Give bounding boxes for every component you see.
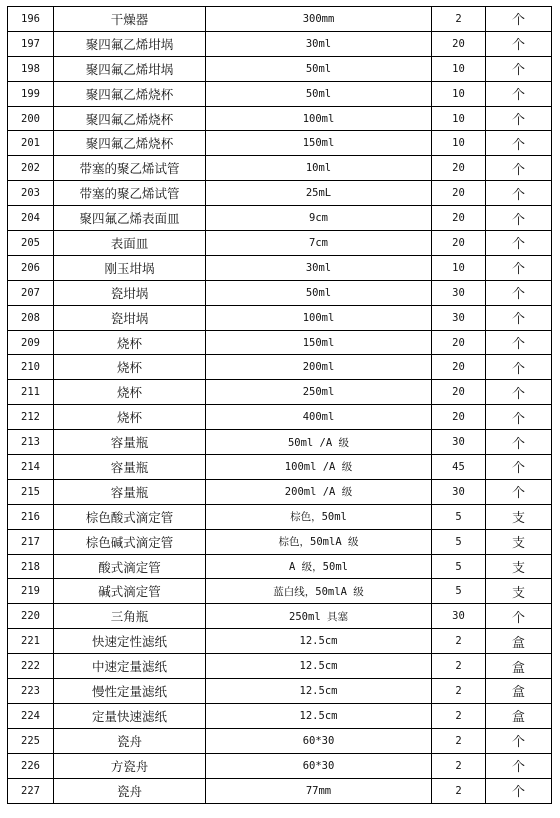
item-name: 三角瓶 (54, 604, 206, 629)
item-name: 慢性定量滤纸 (54, 679, 206, 704)
item-quantity: 30 (432, 280, 486, 305)
item-name: 容量瓶 (54, 479, 206, 504)
item-unit: 盒 (486, 703, 552, 728)
row-number: 209 (8, 330, 54, 355)
item-quantity: 10 (432, 56, 486, 81)
row-number: 204 (8, 206, 54, 231)
table-row (8, 181, 552, 206)
item-unit: 支 (486, 529, 552, 554)
item-quantity: 2 (432, 654, 486, 679)
row-number: 212 (8, 405, 54, 430)
row-number: 216 (8, 504, 54, 529)
item-unit: 盒 (486, 679, 552, 704)
row-number: 214 (8, 455, 54, 480)
table-row (8, 455, 552, 480)
item-name: 酸式滴定管 (54, 554, 206, 579)
item-spec: 60*30 (206, 753, 432, 778)
item-unit: 个 (486, 455, 552, 480)
item-spec: 12.5cm (206, 654, 432, 679)
table-row (8, 554, 552, 579)
item-spec: 77mm (206, 778, 432, 803)
item-unit: 个 (486, 7, 552, 32)
item-quantity: 20 (432, 330, 486, 355)
item-unit: 个 (486, 231, 552, 256)
item-unit: 盒 (486, 654, 552, 679)
item-spec: 10ml (206, 156, 432, 181)
table-row (8, 156, 552, 181)
item-quantity: 30 (432, 305, 486, 330)
table-row (8, 280, 552, 305)
item-spec: 300mm (206, 7, 432, 32)
item-spec: 25mL (206, 181, 432, 206)
table-row (8, 231, 552, 256)
row-number: 206 (8, 255, 54, 280)
item-name: 快速定性滤纸 (54, 629, 206, 654)
item-name: 带塞的聚乙烯试管 (54, 181, 206, 206)
item-name: 瓷舟 (54, 728, 206, 753)
item-spec: 400ml (206, 405, 432, 430)
item-quantity: 20 (432, 156, 486, 181)
item-unit: 支 (486, 504, 552, 529)
item-quantity: 2 (432, 703, 486, 728)
item-spec: 50ml (206, 81, 432, 106)
item-quantity: 20 (432, 355, 486, 380)
row-number: 211 (8, 380, 54, 405)
row-number: 224 (8, 703, 54, 728)
table-row (8, 654, 552, 679)
item-unit: 个 (486, 330, 552, 355)
item-unit: 个 (486, 81, 552, 106)
item-name: 聚四氟乙烯烧杯 (54, 106, 206, 131)
item-name: 聚四氟乙烯烧杯 (54, 131, 206, 156)
item-unit: 个 (486, 56, 552, 81)
row-number: 199 (8, 81, 54, 106)
item-quantity: 30 (432, 604, 486, 629)
item-spec: 棕色，50ml (206, 504, 432, 529)
item-quantity: 10 (432, 131, 486, 156)
item-spec: 12.5cm (206, 703, 432, 728)
item-name: 表面皿 (54, 231, 206, 256)
table-row (8, 355, 552, 380)
item-spec: 12.5cm (206, 629, 432, 654)
equipment-table (7, 6, 552, 804)
row-number: 220 (8, 604, 54, 629)
item-name: 聚四氟乙烯烧杯 (54, 81, 206, 106)
row-number: 221 (8, 629, 54, 654)
item-name: 烧杯 (54, 330, 206, 355)
table-row (8, 380, 552, 405)
item-unit: 个 (486, 206, 552, 231)
item-quantity: 20 (432, 380, 486, 405)
item-quantity: 20 (432, 206, 486, 231)
table-row (8, 330, 552, 355)
table-row (8, 529, 552, 554)
item-unit: 支 (486, 554, 552, 579)
item-spec: 200ml (206, 355, 432, 380)
table-row (8, 7, 552, 32)
row-number: 222 (8, 654, 54, 679)
item-quantity: 2 (432, 728, 486, 753)
item-name: 瓷坩埚 (54, 280, 206, 305)
table-row (8, 106, 552, 131)
item-name: 聚四氟乙烯表面皿 (54, 206, 206, 231)
item-name: 碱式滴定管 (54, 579, 206, 604)
item-quantity: 2 (432, 7, 486, 32)
item-name: 棕色碱式滴定管 (54, 529, 206, 554)
item-spec: 7cm (206, 231, 432, 256)
item-unit: 个 (486, 280, 552, 305)
table-row (8, 679, 552, 704)
item-unit: 个 (486, 380, 552, 405)
item-spec: 30ml (206, 255, 432, 280)
item-name: 干燥器 (54, 7, 206, 32)
row-number: 197 (8, 31, 54, 56)
item-quantity: 20 (432, 231, 486, 256)
item-quantity: 20 (432, 181, 486, 206)
item-spec: 100ml (206, 305, 432, 330)
table-row (8, 131, 552, 156)
item-unit: 个 (486, 255, 552, 280)
item-name: 瓷舟 (54, 778, 206, 803)
item-unit: 个 (486, 31, 552, 56)
item-quantity: 30 (432, 479, 486, 504)
row-number: 210 (8, 355, 54, 380)
item-name: 方瓷舟 (54, 753, 206, 778)
row-number: 213 (8, 430, 54, 455)
item-quantity: 2 (432, 778, 486, 803)
item-unit: 个 (486, 728, 552, 753)
item-spec: 50ml (206, 56, 432, 81)
item-spec: A 级，50ml (206, 554, 432, 579)
item-quantity: 5 (432, 529, 486, 554)
item-spec: 60*30 (206, 728, 432, 753)
table-row (8, 31, 552, 56)
item-name: 刚玉坩埚 (54, 255, 206, 280)
item-quantity: 5 (432, 504, 486, 529)
table-row (8, 255, 552, 280)
item-unit: 个 (486, 131, 552, 156)
item-unit: 个 (486, 181, 552, 206)
item-spec: 100ml /A 级 (206, 455, 432, 480)
item-unit: 支 (486, 579, 552, 604)
table-row (8, 430, 552, 455)
table-row (8, 728, 552, 753)
table-row (8, 56, 552, 81)
item-unit: 个 (486, 405, 552, 430)
item-unit: 个 (486, 430, 552, 455)
item-name: 中速定量滤纸 (54, 654, 206, 679)
item-name: 定量快速滤纸 (54, 703, 206, 728)
item-quantity: 10 (432, 81, 486, 106)
table-row (8, 405, 552, 430)
item-spec: 150ml (206, 131, 432, 156)
item-spec: 蓝白线，50mlA 级 (206, 579, 432, 604)
item-unit: 个 (486, 778, 552, 803)
item-unit: 个 (486, 106, 552, 131)
table-row (8, 778, 552, 803)
item-unit: 个 (486, 355, 552, 380)
item-name: 棕色酸式滴定管 (54, 504, 206, 529)
item-spec: 9cm (206, 206, 432, 231)
table-row (8, 579, 552, 604)
item-spec: 200ml /A 级 (206, 479, 432, 504)
item-spec: 150ml (206, 330, 432, 355)
item-unit: 盒 (486, 629, 552, 654)
table-row (8, 206, 552, 231)
item-unit: 个 (486, 753, 552, 778)
item-spec: 棕色，50mlA 级 (206, 529, 432, 554)
item-quantity: 45 (432, 455, 486, 480)
row-number: 203 (8, 181, 54, 206)
item-quantity: 5 (432, 554, 486, 579)
table-row (8, 305, 552, 330)
item-spec: 250ml 具塞 (206, 604, 432, 629)
row-number: 205 (8, 231, 54, 256)
item-name: 容量瓶 (54, 455, 206, 480)
row-number: 200 (8, 106, 54, 131)
item-unit: 个 (486, 156, 552, 181)
row-number: 207 (8, 280, 54, 305)
row-number: 218 (8, 554, 54, 579)
item-name: 容量瓶 (54, 430, 206, 455)
item-quantity: 2 (432, 753, 486, 778)
item-name: 聚四氟乙烯坩埚 (54, 31, 206, 56)
item-spec: 50ml (206, 280, 432, 305)
row-number: 196 (8, 7, 54, 32)
item-spec: 50ml /A 级 (206, 430, 432, 455)
item-name: 瓷坩埚 (54, 305, 206, 330)
item-quantity: 20 (432, 31, 486, 56)
item-spec: 100ml (206, 106, 432, 131)
table-row (8, 504, 552, 529)
item-spec: 250ml (206, 380, 432, 405)
item-unit: 个 (486, 604, 552, 629)
table-body (8, 7, 552, 804)
item-name: 烧杯 (54, 405, 206, 430)
item-quantity: 10 (432, 255, 486, 280)
table-row (8, 629, 552, 654)
item-unit: 个 (486, 479, 552, 504)
row-number: 225 (8, 728, 54, 753)
table-row (8, 703, 552, 728)
item-name: 烧杯 (54, 355, 206, 380)
item-quantity: 2 (432, 629, 486, 654)
table-row (8, 753, 552, 778)
item-quantity: 30 (432, 430, 486, 455)
item-quantity: 5 (432, 579, 486, 604)
row-number: 208 (8, 305, 54, 330)
item-name: 烧杯 (54, 380, 206, 405)
item-unit: 个 (486, 305, 552, 330)
row-number: 201 (8, 131, 54, 156)
row-number: 202 (8, 156, 54, 181)
item-quantity: 20 (432, 405, 486, 430)
row-number: 227 (8, 778, 54, 803)
table-row (8, 479, 552, 504)
row-number: 223 (8, 679, 54, 704)
row-number: 219 (8, 579, 54, 604)
row-number: 198 (8, 56, 54, 81)
row-number: 215 (8, 479, 54, 504)
item-name: 带塞的聚乙烯试管 (54, 156, 206, 181)
row-number: 217 (8, 529, 54, 554)
item-spec: 30ml (206, 31, 432, 56)
table-row (8, 604, 552, 629)
item-quantity: 2 (432, 679, 486, 704)
item-quantity: 10 (432, 106, 486, 131)
table-row (8, 81, 552, 106)
row-number: 226 (8, 753, 54, 778)
item-name: 聚四氟乙烯坩埚 (54, 56, 206, 81)
item-spec: 12.5cm (206, 679, 432, 704)
